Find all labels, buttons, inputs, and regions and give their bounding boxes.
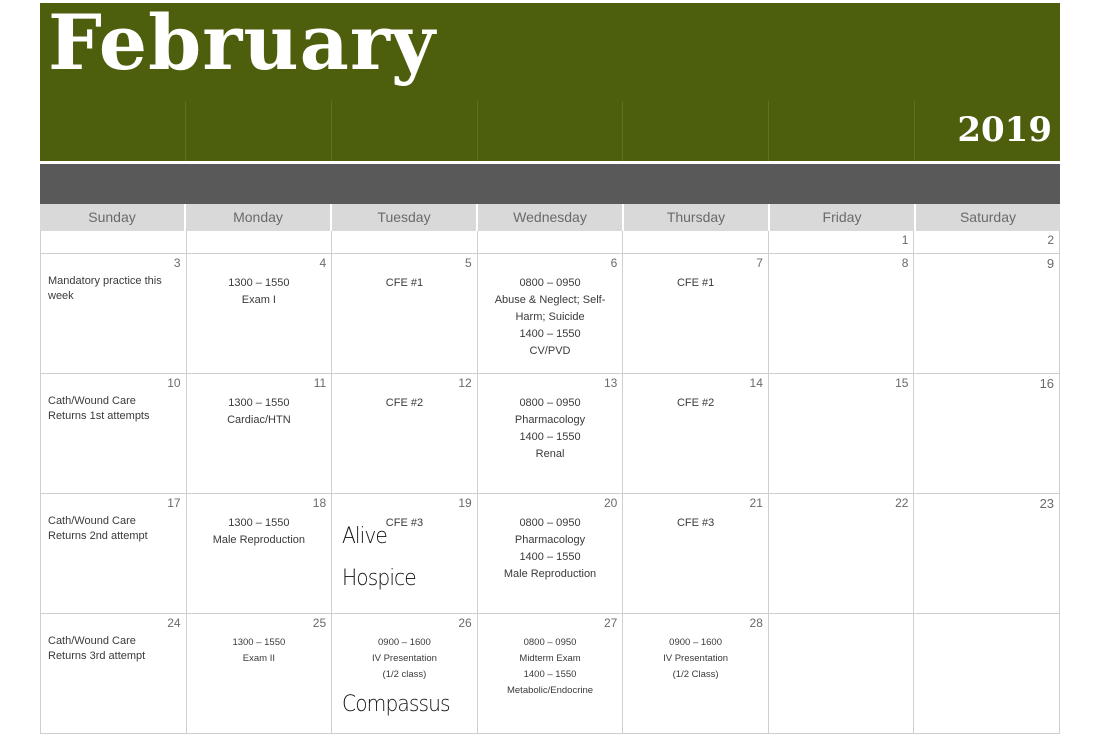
- day-number: 26: [458, 616, 472, 630]
- event-text: [48, 274, 180, 304]
- event-line: 1400 – 1550: [519, 328, 581, 340]
- day-number: 4: [319, 256, 327, 270]
- day-cell-27: [478, 614, 624, 734]
- header-divider-bar: [40, 164, 1060, 204]
- year-title: 2019: [957, 110, 1052, 150]
- day-number: 22: [895, 496, 909, 510]
- event-line: CFE #3: [385, 517, 424, 529]
- calendar-header-banner: [40, 0, 1060, 161]
- event-text: [482, 275, 619, 360]
- event-text: [336, 635, 473, 683]
- day-number: 7: [756, 256, 763, 270]
- event-text: [48, 634, 180, 664]
- day-number: 9: [1046, 256, 1055, 271]
- day-cell-19: [332, 494, 478, 614]
- event-line: Returns 1st attempts: [48, 410, 150, 422]
- handwritten-note: Compassus: [342, 692, 450, 717]
- event-line: 0900 – 1600: [669, 637, 723, 648]
- day-number: 25: [312, 616, 327, 630]
- event-line: Renal: [535, 448, 565, 460]
- event-line: Male Reproduction: [503, 568, 597, 580]
- event-line: Metabolic/Endocrine: [506, 685, 594, 696]
- event-line: CFE #2: [676, 397, 715, 409]
- weekday-wednesday: Wednesday: [478, 204, 624, 231]
- weekday-thursday: Thursday: [624, 204, 770, 231]
- event-text: [482, 515, 619, 583]
- day-number: 12: [458, 376, 472, 390]
- day-cell-15: [769, 374, 915, 494]
- event-line: Returns 2nd attempt: [48, 530, 148, 542]
- event-text: [627, 635, 764, 683]
- day-cell-1: [769, 231, 915, 254]
- day-number: 3: [173, 256, 181, 270]
- weekday-sunday: Sunday: [40, 204, 186, 231]
- day-cell-5: [332, 254, 478, 374]
- event-line: Cath/Wound Care: [48, 515, 136, 527]
- event-line: CFE #3: [676, 517, 715, 529]
- day-number: 27: [603, 616, 618, 630]
- calendar: [40, 0, 1060, 734]
- banner-grid: [40, 101, 1060, 161]
- handwritten-note: Hospice: [342, 566, 416, 591]
- day-cell-22: [769, 494, 915, 614]
- weekday-saturday: Saturday: [959, 209, 1017, 225]
- day-cell-empty: [332, 231, 478, 254]
- event-line: 0800 – 0950: [519, 277, 581, 289]
- event-line: 0800 – 0950: [519, 517, 581, 529]
- event-line: 1300 – 1550: [232, 637, 286, 648]
- week-row-3: [40, 494, 1060, 614]
- event-line: 1400 – 1550: [519, 431, 581, 443]
- weekday-friday: Friday: [770, 204, 916, 231]
- day-cell-26: [332, 614, 478, 734]
- event-text: [191, 275, 328, 309]
- day-number: 17: [167, 496, 181, 510]
- day-number: 15: [895, 376, 909, 390]
- event-text: [191, 635, 328, 667]
- day-cell-7: [623, 254, 769, 374]
- event-line: (1/2 Class): [672, 669, 719, 680]
- event-line: 0900 – 1600: [378, 637, 431, 648]
- day-cell-8: [769, 254, 915, 374]
- day-cell-2: [914, 231, 1060, 254]
- day-number: 5: [465, 256, 472, 270]
- event-text: [191, 515, 328, 549]
- event-line: CFE #1: [385, 277, 424, 289]
- day-number: 6: [610, 256, 618, 270]
- day-cell-12: [332, 374, 478, 494]
- day-cell-18: [187, 494, 333, 614]
- day-cell-23: [914, 494, 1060, 614]
- event-line: Abuse & Neglect; Self-: [494, 294, 606, 306]
- event-line: Returns 3rd attempt: [48, 650, 146, 662]
- event-text: [627, 515, 764, 532]
- day-cell-9: [914, 254, 1060, 374]
- event-line: 1300 – 1550: [228, 517, 290, 529]
- event-line: 0800 – 0950: [523, 637, 577, 648]
- day-number: 2: [1047, 233, 1055, 247]
- day-cell-24: [40, 614, 187, 734]
- event-line: Harm; Suicide: [515, 311, 585, 323]
- day-number: 20: [603, 496, 618, 510]
- event-line: IV Presentation: [663, 653, 729, 664]
- day-cell-28: [623, 614, 769, 734]
- day-number: 14: [749, 376, 763, 390]
- week-row-4: [40, 614, 1060, 734]
- day-cell-6: [478, 254, 624, 374]
- event-text: [627, 275, 764, 292]
- day-number: 1: [901, 233, 909, 247]
- day-cell-empty: [478, 231, 624, 254]
- day-number: 11: [313, 376, 327, 390]
- day-cell-14: [623, 374, 769, 494]
- event-line: Exam I: [241, 294, 276, 306]
- day-number: 24: [167, 616, 181, 630]
- week-row-0: [40, 231, 1060, 254]
- event-line: 0800 – 0950: [519, 397, 581, 409]
- day-cell-empty: [769, 614, 915, 734]
- week-row-2: [40, 374, 1060, 494]
- day-cell-11: [187, 374, 333, 494]
- event-line: IV Presentation: [371, 653, 437, 664]
- handwritten-note: Alive: [342, 524, 388, 549]
- day-number: 10: [167, 376, 181, 390]
- event-text: [482, 635, 619, 699]
- event-line: 1400 – 1550: [519, 551, 581, 563]
- event-line: CFE #2: [385, 397, 424, 409]
- event-line: Cardiac/HTN: [227, 414, 291, 426]
- day-number: 18: [312, 496, 327, 510]
- event-line: 1400 – 1550: [523, 669, 577, 680]
- event-text: [48, 394, 180, 424]
- event-line: CV/PVD: [529, 345, 571, 357]
- day-cell-16: [914, 374, 1060, 494]
- day-number: 28: [749, 616, 763, 630]
- month-title: February: [48, 0, 437, 87]
- weekday-monday: Monday: [186, 204, 332, 231]
- day-cell-empty: [40, 231, 187, 254]
- event-text: [336, 395, 473, 412]
- event-line: Male Reproduction: [212, 534, 306, 546]
- day-number: 13: [603, 376, 618, 390]
- event-line: Cath/Wound Care: [48, 395, 136, 407]
- event-line: Pharmacology: [514, 414, 586, 426]
- day-cell-20: [478, 494, 624, 614]
- day-cell-empty: [914, 614, 1060, 734]
- day-cell-empty: [623, 231, 769, 254]
- event-line: (1/2 class): [382, 669, 427, 680]
- event-line: CFE #1: [676, 277, 715, 289]
- day-number: 21: [749, 496, 763, 510]
- day-cell-13: [478, 374, 624, 494]
- event-line: Pharmacology: [514, 534, 586, 546]
- day-cell-25: [187, 614, 333, 734]
- event-text: [627, 395, 764, 412]
- week-row-1: [40, 254, 1060, 374]
- event-text: [191, 395, 328, 429]
- day-number: 23: [1039, 496, 1055, 511]
- day-number: 19: [458, 496, 472, 510]
- day-cell-10: [40, 374, 187, 494]
- day-cell-21: [623, 494, 769, 614]
- day-cell-empty: [187, 231, 333, 254]
- day-cell-4: [187, 254, 333, 374]
- event-line: 1300 – 1550: [228, 277, 290, 289]
- event-line: week: [48, 290, 74, 302]
- event-line: Midterm Exam: [519, 653, 581, 664]
- event-line: Exam II: [242, 653, 275, 664]
- day-cell-3: [40, 254, 187, 374]
- event-text: [482, 395, 619, 463]
- event-text: [336, 275, 473, 292]
- day-number: 16: [1039, 376, 1055, 391]
- event-line: Cath/Wound Care: [48, 635, 136, 647]
- event-line: 1300 – 1550: [228, 397, 290, 409]
- event-line: Mandatory practice this: [48, 275, 162, 287]
- weekday-header-row: [40, 204, 1060, 231]
- event-text: [48, 514, 180, 544]
- day-cell-17: [40, 494, 187, 614]
- weekday-tuesday: Tuesday: [332, 204, 478, 231]
- day-number: 8: [901, 256, 909, 270]
